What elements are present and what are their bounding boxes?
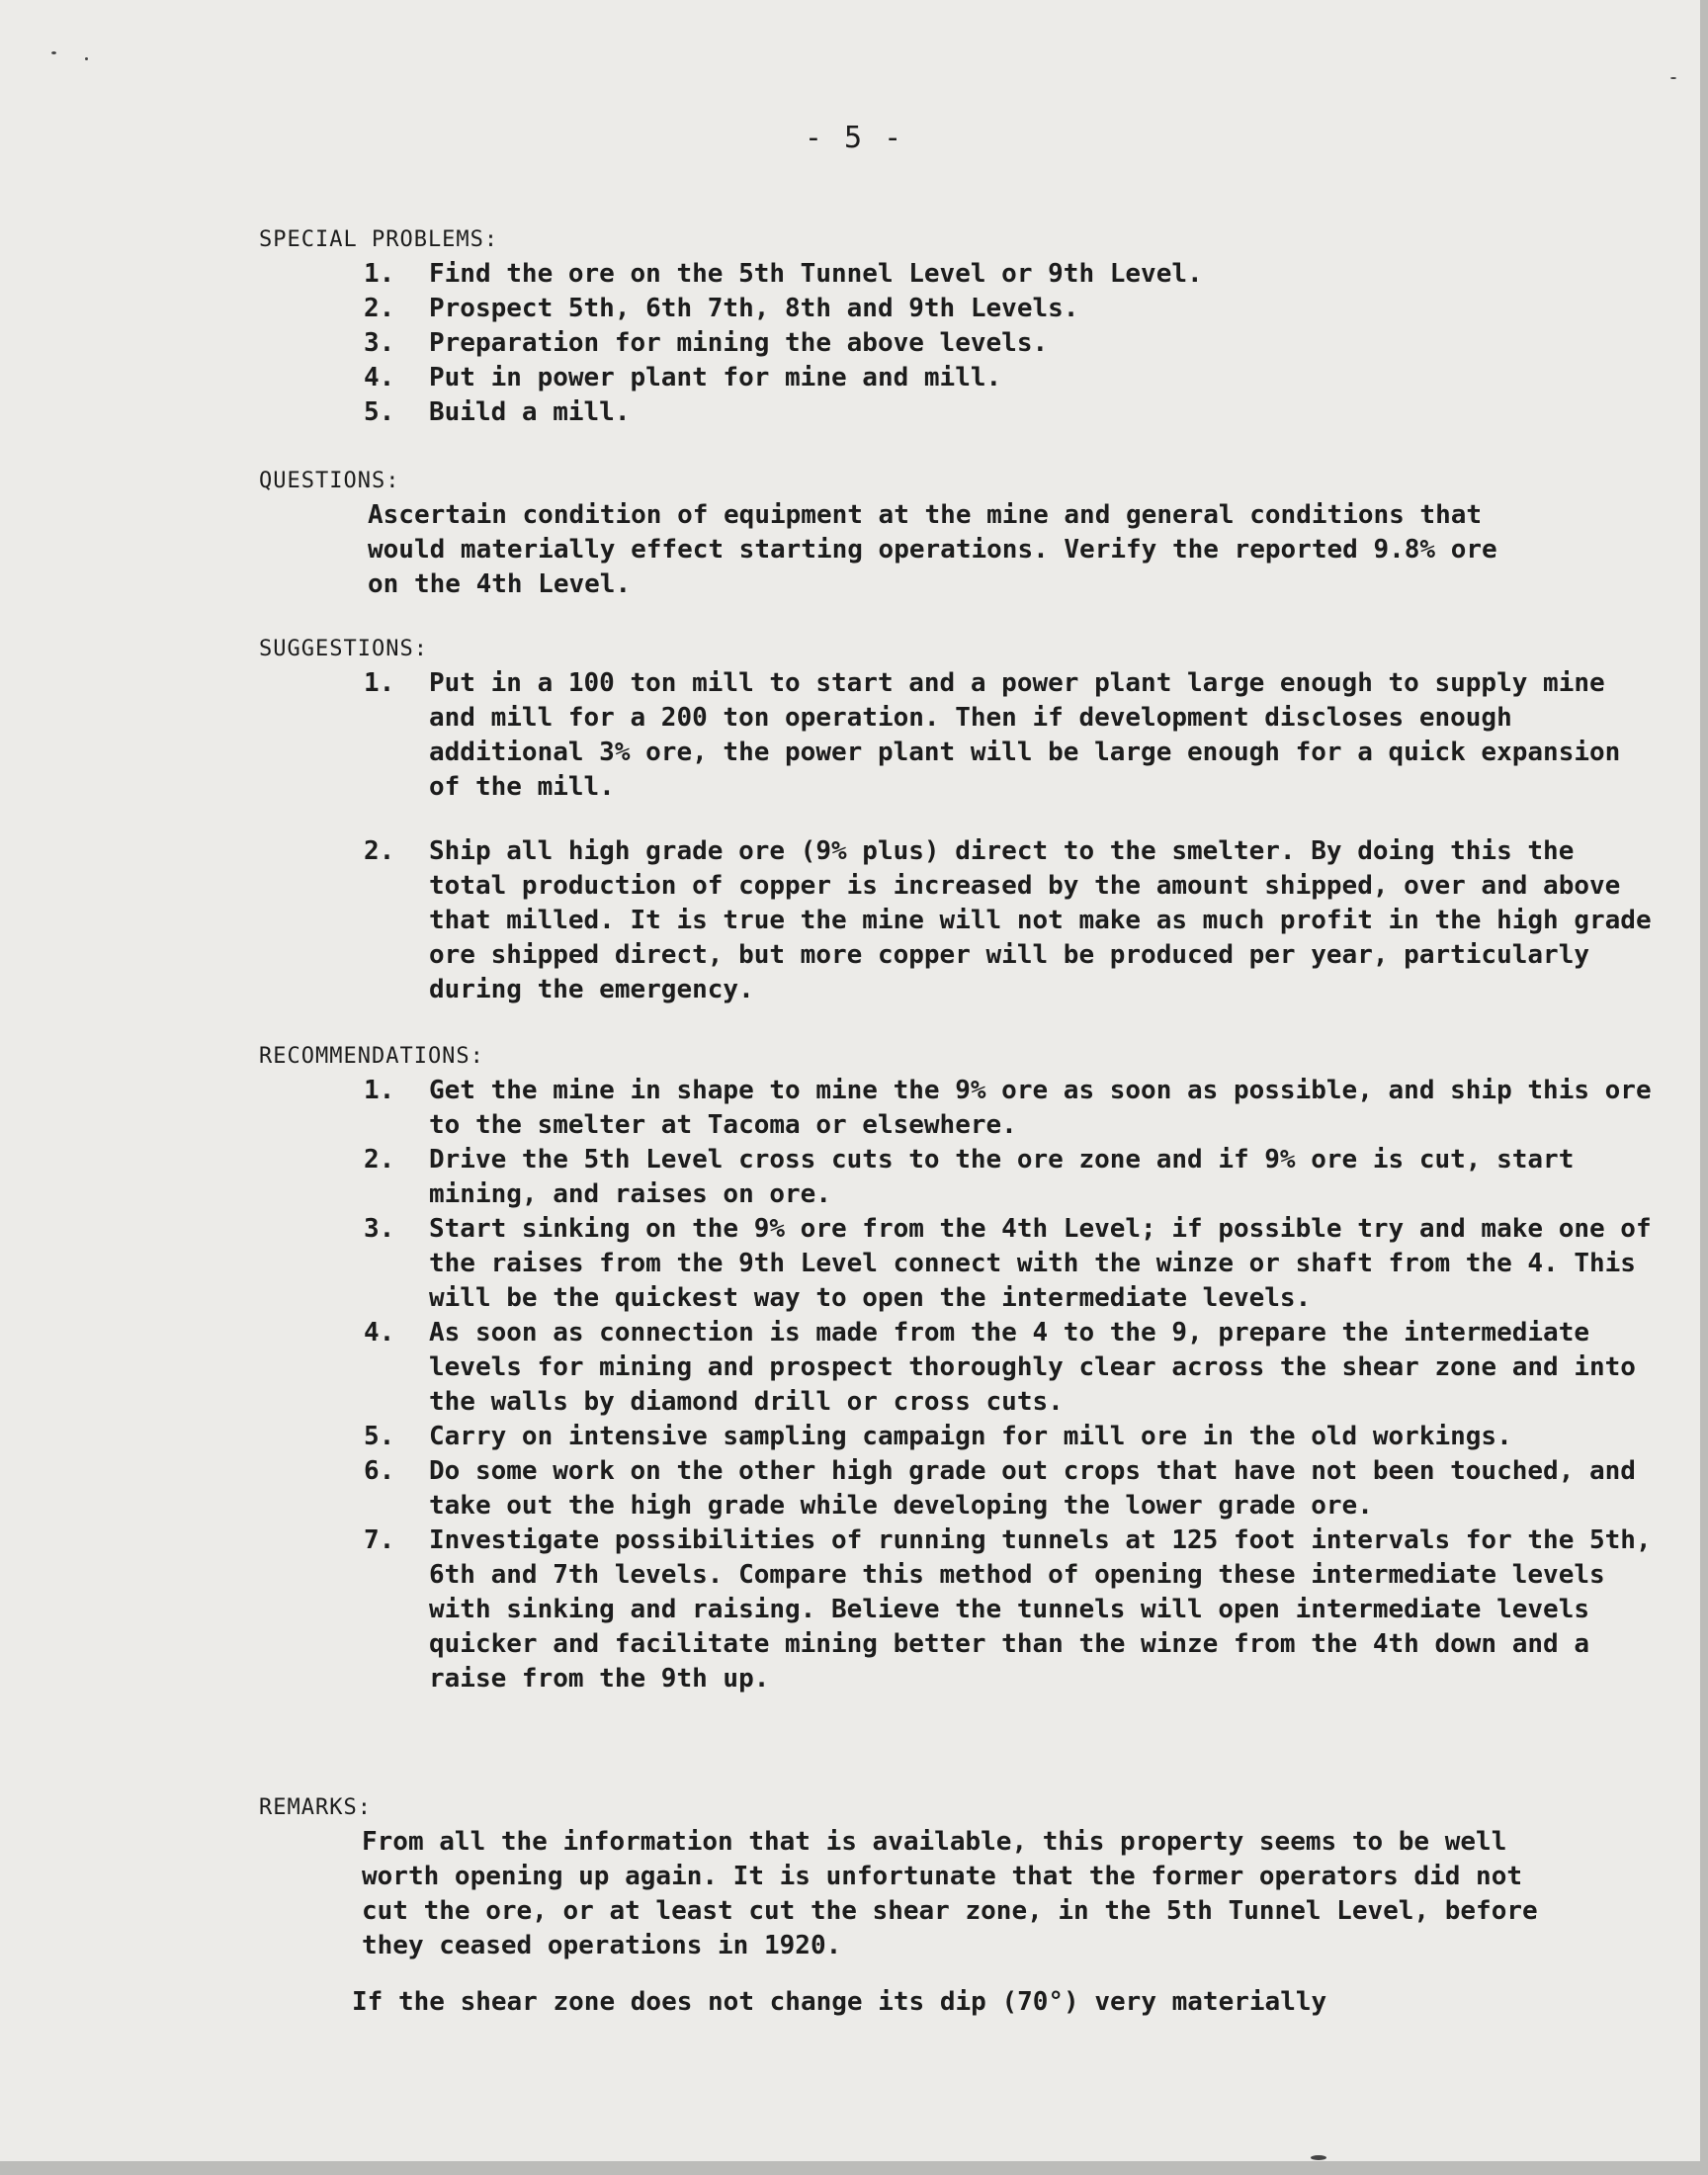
list-item (259, 666, 1663, 805)
list-item (259, 1074, 1663, 1143)
item-number: 3. (364, 328, 395, 358)
list-item (259, 326, 1663, 361)
item-number: 6. (364, 1456, 395, 1486)
list-item (259, 1523, 1663, 1696)
remarks-continuation: If the shear zone does not change its dip (70°) very materially (352, 1987, 1327, 2017)
item-number: 4. (364, 1318, 395, 1348)
item-text: Drive the 5th Level cross cuts to the ore zone and if 9% ore is cut, start mining, and raises on ore. (429, 1145, 1575, 1209)
item-text: Do some work on the other high grade out crops that have not been touched, and take out the high grade while developing the lower grade ore. (429, 1456, 1636, 1521)
item-text: Preparation for mining the above levels. (429, 328, 1049, 358)
questions-section (259, 465, 1663, 602)
recommendations-heading: RECOMMENDATIONS: (259, 1044, 484, 1069)
item-text: As soon as connection is made from the 4 to the 9, prepare the intermediate levels for mining and prospect thoroughly clear across the shear zone and into the walls by diamond drill or cross cuts. (429, 1318, 1636, 1417)
scan-speck (1311, 2155, 1326, 2160)
item-number: 7. (364, 1525, 395, 1555)
suggestions-heading: SUGGESTIONS: (259, 637, 428, 661)
list-item (259, 834, 1663, 1007)
item-number: 2. (364, 294, 395, 323)
special-problems-section (259, 223, 1663, 430)
item-number: 5. (364, 397, 395, 427)
list-item (259, 1420, 1663, 1454)
item-text: Put in power plant for mine and mill. (429, 363, 1002, 392)
item-text: Find the ore on the 5th Tunnel Level or 9th Level. (429, 259, 1203, 289)
remarks-text: From all the information that is available, this property seems to be well worth opening up again. It is unfortunate that the former operators did not cut the ore, or at least cut the shear zone, in the 5th Tunnel Level, before they ceased operations in 1920. (362, 1827, 1538, 1960)
item-number: 1. (364, 259, 395, 289)
item-text: Start sinking on the 9% ore from the 4th Level; if possible try and make one of the raises from the 9th Level connect with the winze or shaft from the 4. This will be the quickest way to open the intermediate levels. (429, 1214, 1652, 1313)
list-item (259, 292, 1663, 326)
item-text: Investigate possibilities of running tunnels at 125 foot intervals for the 5th, 6th and 7th levels. Compare this method of opening these intermediate levels with sinking and raising. Believe the tunnels will open intermediate levels quicker and facilitate mining better than the winze from the 4th down and a raise from the 9th up. (429, 1525, 1652, 1694)
list-item (259, 1454, 1663, 1523)
page-number: - 5 - (804, 121, 904, 155)
item-number: 1. (364, 668, 395, 698)
scan-speck (85, 57, 88, 60)
scan-speck (1670, 77, 1676, 79)
item-text: Prospect 5th, 6th 7th, 8th and 9th Levels. (429, 294, 1079, 323)
item-number: 2. (364, 836, 395, 866)
list-item (259, 1143, 1663, 1212)
item-number: 3. (364, 1214, 395, 1244)
item-text: Ship all high grade ore (9% plus) direct to the smelter. By doing this the total production of copper is increased by the amount shipped, over and above that milled. It is true the mine will not make as much profit in the high grade ore shipped direct, but more copper will be produced per year, particularly during the emergency. (429, 836, 1652, 1004)
item-number: 4. (364, 363, 395, 392)
list-item (259, 395, 1663, 430)
item-text: Carry on intensive sampling campaign for mill ore in the old workings. (429, 1422, 1512, 1451)
special-problems-list (259, 257, 1663, 430)
suggestions-section (259, 633, 1663, 1007)
item-text: Get the mine in shape to mine the 9% ore as soon as possible, and ship this ore to the smelter at Tacoma or elsewhere. (429, 1076, 1652, 1140)
questions-text: Ascertain condition of equipment at the mine and general conditions that would materially effect starting operations. Verify the reported 9.8% ore on the 4th Level. (368, 500, 1497, 599)
item-text: Build a mill. (429, 397, 631, 427)
item-number: 2. (364, 1145, 395, 1174)
list-item (259, 361, 1663, 395)
item-number: 5. (364, 1422, 395, 1451)
list-item (259, 1212, 1663, 1316)
item-number: 1. (364, 1076, 395, 1105)
suggestions-list (259, 666, 1663, 1007)
list-item (259, 257, 1663, 292)
remarks-heading: REMARKS: (259, 1795, 372, 1820)
scan-speck (51, 51, 56, 54)
special-problems-heading: SPECIAL PROBLEMS: (259, 227, 499, 252)
remarks-section (259, 1791, 1663, 2020)
questions-heading: QUESTIONS: (259, 469, 400, 493)
recommendations-section (259, 1040, 1663, 1696)
list-item (259, 1316, 1663, 1420)
recommendations-list (259, 1074, 1663, 1696)
item-text: Put in a 100 ton mill to start and a power plant large enough to supply mine and mill for a 200 ton operation. Then if development discloses enough additional 3% ore, the power plant will be large enough for a quick expansion of the mill. (429, 668, 1621, 802)
